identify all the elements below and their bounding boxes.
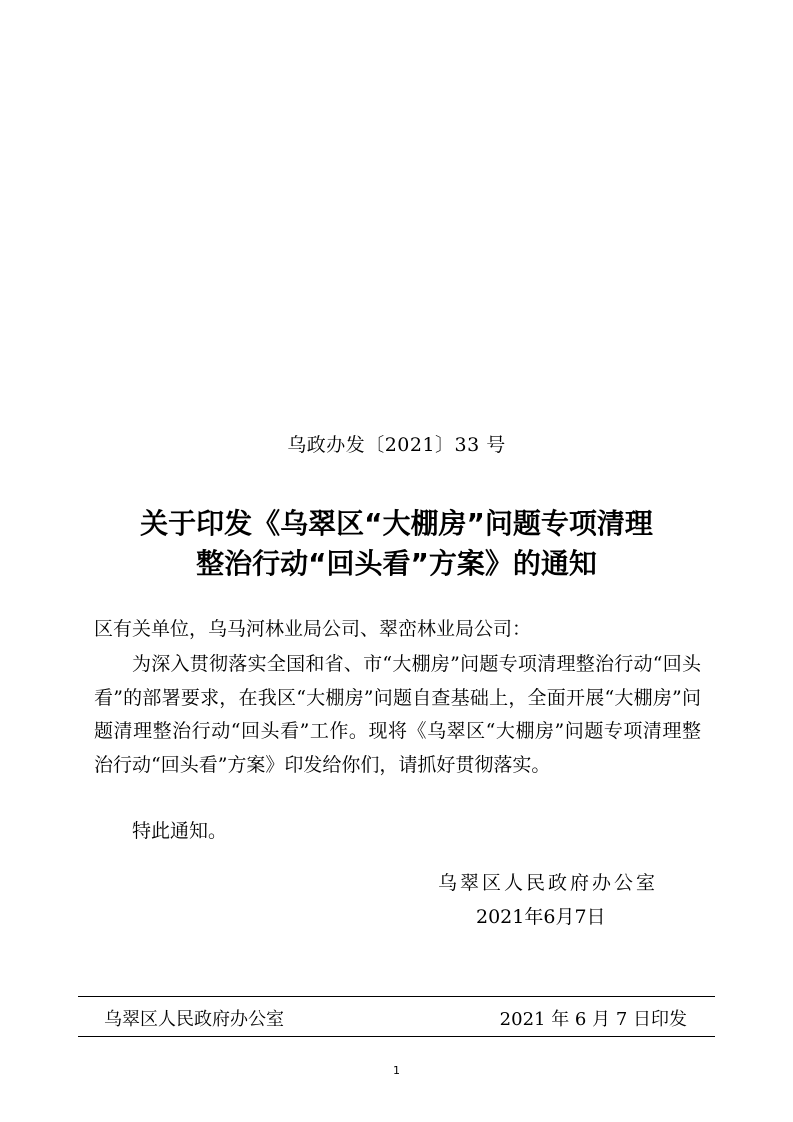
signature-organization: 乌翠区人民政府办公室 [438,872,659,894]
footer-issuer: 乌翠区人民政府办公室 [104,1009,284,1030]
signature-date: 2021年6月7日 [476,906,606,928]
document-title-line-1: 关于印发《乌翠区“大棚房”问题专项清理 [140,507,653,540]
document-title-line-2: 整治行动“回头看”方案》的通知 [196,547,597,580]
page-number: 1 [393,1064,400,1077]
closing-text: 特此通知。 [132,820,228,842]
footer-issue-date: 2021 年 6 月 7 日印发 [499,1009,687,1030]
document-number: 乌政办发〔2021〕33 号 [287,434,506,456]
footer-top-rule [78,996,715,997]
document-title [0,504,793,584]
salutation: 区有关单位，乌马河林业局公司、翠峦林业局公司： [94,618,532,640]
footer-bottom-rule [78,1036,715,1037]
body-paragraph: 为深入贯彻落实全国和省、市“大棚房”问题专项清理整治行动“回头看”的部署要求，在我区“大棚房”问题自查基础上，全面开展“大棚房”问题清理整治行动“回头看”工作。现将《乌翠区“大棚房”问题专项清理整治行动“回头看”方案》印发给你们，请抓好贯彻落实。 [94,653,701,776]
